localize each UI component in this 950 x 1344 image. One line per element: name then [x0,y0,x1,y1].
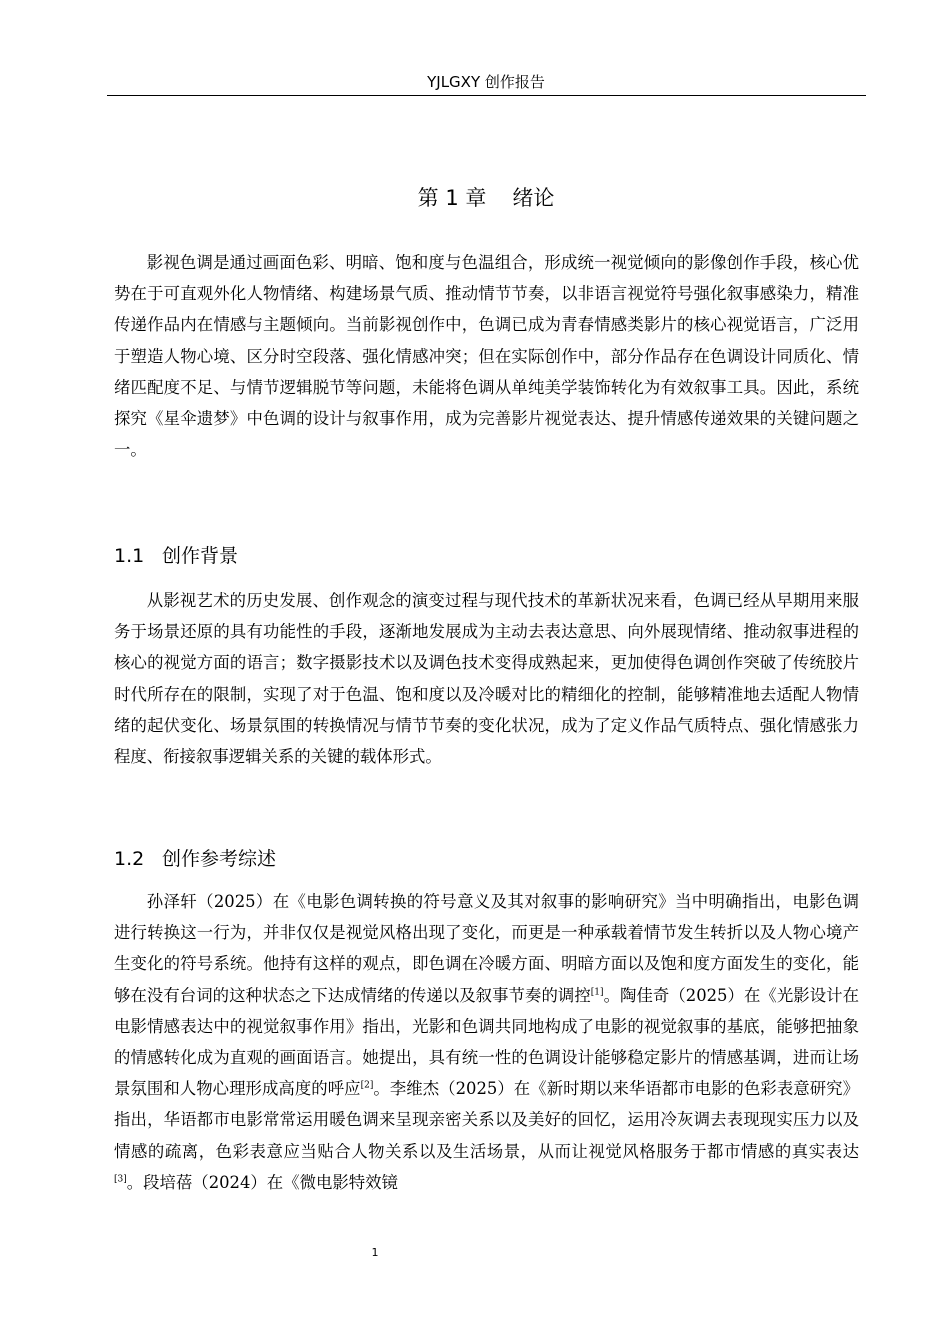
citation-ref[interactable]: [3] [114,1174,127,1185]
intro-paragraph: 影视色调是通过画面色彩、明暗、饱和度与色温组合，形成统一视觉倾向的影像创作手段，核心优势在于可直观外化人物情绪、构建场景气质、推动情节节奏，以非语言视觉符号强化叙事感染力，精准传递作品内在情感与主题倾向。当前影视创作中，色调已成为青春情感类影片的核心视觉语言，广泛用于塑造人物心境、区分时空段落、强化情感冲突；但在实际创作中，部分作品存在色调设计同质化、情绪匹配度不足、与情节逻辑脱节等问题，未能将色调从单纯美学装饰转化为有效叙事工具。因此，系统探究《星伞遗梦》中色调的设计与叙事作用，成为完善影片视觉表达、提升情感传递效果的关键问题之一。 [114,253,859,460]
header-divider [107,95,866,96]
section-number: 1.2 [114,848,145,870]
section-title: 创作参考综述 [162,848,277,870]
review-text: 。李维杰（2025）在《新时期以来华语都市电影的色彩表意研究》指出，华语都市电影常常运用暖色调来呈现亲密关系以及美好的回忆，运用冷灰调去表现现实压力以及情感的疏离，色彩表意应当贴合人物关系以及生活场景，从而让视觉风格服务于都市情感的真实表达 [114,1079,860,1161]
section-heading-1-1 [114,542,238,570]
review-text: 。陶佳奇（2025）在《光影设计在电影情感表达中的视觉叙事作用》指出，光影和色调共同地构成了电影的视觉叙事的基底，能够把抽象的情感转化成为直观的画面语言。她提出，具有统一性的色调设计能够稳定影片的情感基调，进而让场景氛围和人物心理形成高度的呼应 [114,985,859,1099]
citation-ref[interactable]: [1] [590,987,604,998]
review-text: 孙泽轩（2025）在《电影色调转换的符号意义及其对叙事的影响研究》当中明确指出，电影色调进行转换这一行为，并非仅仅是视觉风格出现了变化，而更是一种承载着情节发生转折以及人物心境产生变化的符号系统。他持有这样的观点，即色调在冷暖方面、明暗方面以及饱和度方面发生的变化，能够在没有台词的这种状态之下达成情绪的传递以及叙事节奏的调控 [114,892,859,1005]
literature-review-paragraph [114,886,859,1198]
page-header: YJLGXY 创作报告 [427,73,545,91]
section-heading-1-2 [114,845,276,873]
section-number: 1.1 [114,545,145,567]
review-text: 。段培蓓（2024）在《微电影特效镜 [126,1172,398,1192]
chapter-number: 第 1 章 [417,186,487,210]
chapter-title [107,182,865,214]
citation-ref[interactable]: [2] [360,1080,374,1091]
chapter-name: 绪论 [512,186,555,210]
background-paragraph: 从影视艺术的历史发展、创作观念的演变过程与现代技术的革新状况来看，色调已经从早期用来服务于场景还原的具有功能性的手段，逐渐地发展成为主动去表达意思、向外展现情绪、推动叙事进程的核心的视觉方面的语言；数字摄影技术以及调色技术变得成熟起来，更加使得色调创作突破了传统胶片时代所存在的限制，实现了对于色温、饱和度以及冷暖对比的精细化的控制，能够精准地去适配人物情绪的起伏变化、场景氛围的转换情况与情节节奏的变化状况，成为了定义作品气质特点、强化情感张力程度、衔接叙事逻辑关系的关键的载体形式。 [114,591,859,767]
section-title: 创作背景 [162,545,239,567]
page-number: 1 [371,1246,379,1259]
